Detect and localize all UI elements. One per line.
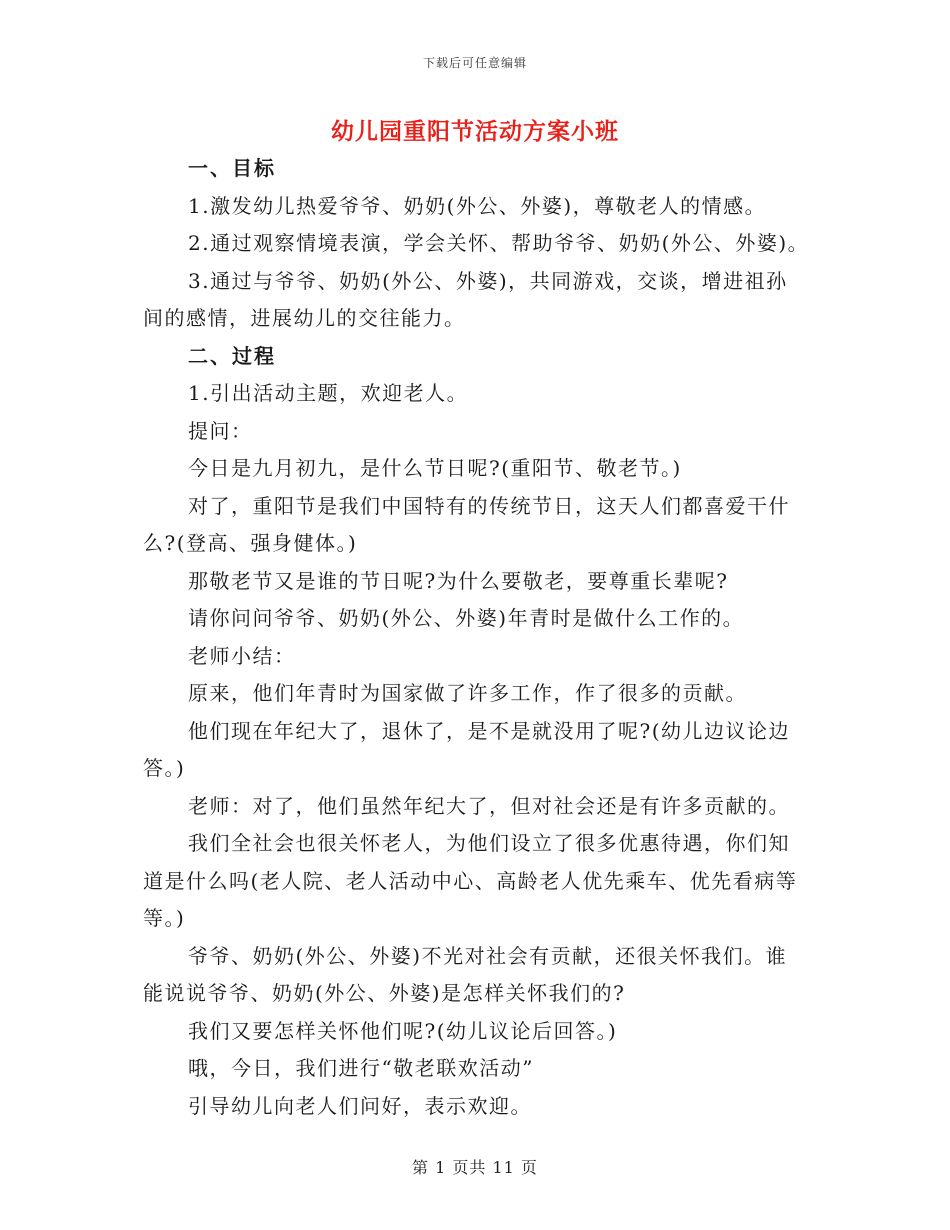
body-line: 提问： — [188, 418, 253, 443]
body-line: 老师：对了，他们虽然年纪大了，但对社会还是有许多贡献的。 — [188, 793, 790, 818]
document-title: 幼儿园重阳节活动方案小班 — [331, 118, 619, 145]
body-line: 我们全社会也很关怀老人，为他们设立了很多优惠待遇，你们知 — [188, 831, 790, 855]
body-line: 我们又要怎样关怀他们呢?(幼儿议论后回答。) — [188, 1018, 618, 1043]
body-line: 引导幼儿向老人们问好，表示欢迎。 — [188, 1093, 532, 1118]
body-line: 1.激发幼儿热爱爷爷、奶奶(外公、外婆)，尊敬老人的情感。 — [188, 193, 767, 218]
body-line: 道是什么吗(老人院、老人活动中心、高龄老人优先乘车、优先看病等 — [143, 868, 798, 893]
section-heading: 一、目标 — [188, 156, 276, 180]
body-line: 3.通过与爷爷、奶奶(外公、外婆)，共同游戏，交谈，增进祖孙 — [188, 268, 788, 293]
body-line: 今日是九月初九，是什么节日呢?(重阳节、敬老节。) — [188, 456, 682, 480]
body-line: 那敬老节又是谁的节日呢?为什么要敬老，要尊重长辈呢? — [188, 568, 729, 593]
body-line: 答。) — [143, 756, 186, 780]
body-line: 原来，他们年青时为国家做了许多工作，作了很多的贡献。 — [188, 681, 747, 705]
body-line: 请你问问爷爷、奶奶(外公、外婆)年青时是做什么工作的。 — [188, 606, 745, 630]
body-line: 对了，重阳节是我们中国特有的传统节日，这天人们都喜爱干什 — [188, 493, 790, 518]
body-line: 等。) — [143, 906, 186, 930]
document-body — [143, 150, 808, 1125]
page-header: 下载后可任意编辑 — [422, 56, 527, 70]
body-line: 他们现在年纪大了，退休了，是不是就没用了呢?(幼儿边议论边 — [188, 718, 791, 743]
body-line: 1.引出活动主题，欢迎老人。 — [188, 381, 469, 405]
body-line: 2.通过观察情境表演，学会关怀、帮助爷爷、奶奶(外公、外婆)。 — [188, 231, 810, 255]
page-footer: 第 1 页共 11 页 — [412, 1158, 538, 1177]
body-line: 爷爷、奶奶(外公、外婆)不光对社会有贡献，还很关怀我们。谁 — [188, 943, 788, 968]
body-line: 能说说爷爷、奶奶(外公、外婆)是怎样关怀我们的? — [143, 981, 626, 1005]
section-heading: 二、过程 — [188, 343, 276, 368]
body-line: 哦，今日，我们进行“敬老联欢活动” — [188, 1056, 534, 1080]
body-line: 老师小结： — [188, 643, 296, 668]
body-line: 么?(登高、强身健体。) — [143, 531, 358, 555]
body-line: 间的感情，进展幼儿的交往能力。 — [143, 306, 466, 330]
